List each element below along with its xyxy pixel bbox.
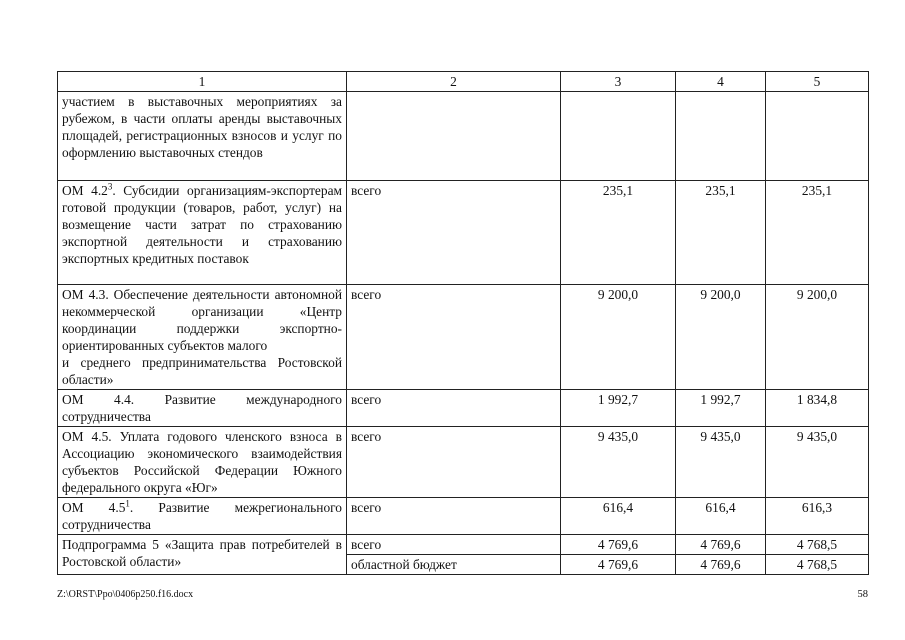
row-value-col3: 616,4: [561, 498, 676, 535]
row-source-cell: всего: [347, 390, 561, 427]
row-value-col5: 9 200,0: [766, 285, 869, 390]
row-code-superscript: 3: [107, 181, 113, 192]
row-value-col5: 1 834,8: [766, 390, 869, 427]
row-value-col4: 9 200,0: [676, 285, 766, 390]
row-value-col3: [561, 92, 676, 181]
row-name-cell: [58, 285, 347, 390]
row-value-col4: 9 435,0: [676, 427, 766, 498]
row-value-col3: 4 769,6: [561, 555, 676, 575]
row-source-cell: всего: [347, 498, 561, 535]
row-source-cell: всего: [347, 427, 561, 498]
row-value-col5: 4 768,5: [766, 555, 869, 575]
table-row: [58, 498, 869, 535]
row-name-cell: [58, 181, 347, 285]
row-value-col4: 4 769,6: [676, 535, 766, 555]
footer-file-path: Z:\ORST\Ppo\0406p250.f16.docx: [57, 589, 194, 600]
row-description: . Развитие межрегионального сотрудничества: [62, 500, 342, 532]
row-name-cell: ОМ 4.4. Развитие международного сотрудничества: [58, 390, 347, 427]
table-header-row: [58, 72, 869, 92]
header-col-1: 1: [58, 72, 347, 92]
row-source-cell: всего: [347, 535, 561, 555]
table-row: [58, 285, 869, 390]
row-value-col3: 1 992,7: [561, 390, 676, 427]
row-source-cell: всего: [347, 285, 561, 390]
row-value-col4: [676, 92, 766, 181]
row-code: ОМ 4.5: [62, 500, 126, 515]
row-value-col5: 9 435,0: [766, 427, 869, 498]
row-value-col5: 4 768,5: [766, 535, 869, 555]
table-row: [58, 390, 869, 427]
row-code: ОМ 4.2: [62, 183, 108, 198]
header-col-2: 2: [347, 72, 561, 92]
header-col-4: 4: [676, 72, 766, 92]
table-row: [58, 535, 869, 555]
row-value-col5: [766, 92, 869, 181]
header-col-5: 5: [766, 72, 869, 92]
row-value-col3: 9 435,0: [561, 427, 676, 498]
row-source-cell: [347, 92, 561, 181]
row-value-col5: 616,3: [766, 498, 869, 535]
row-name-cell: Подпрограмма 5 «Защита прав потребителей в Ростовской области»: [58, 535, 347, 575]
page-number: 58: [857, 589, 868, 600]
row-value-col3: 235,1: [561, 181, 676, 285]
row-value-col4: 616,4: [676, 498, 766, 535]
row-name-cell: участием в выставочных мероприятиях за рубежом, в части оплаты аренды выставочных площадей, регистрационных взносов и услуг по оформлению выставочных стендов: [58, 92, 347, 181]
row-value-col3: 4 769,6: [561, 535, 676, 555]
row-source-cell: всего: [347, 181, 561, 285]
table-row: [58, 427, 869, 498]
row-code-superscript: 1: [125, 498, 130, 509]
row-value-col4: 235,1: [676, 181, 766, 285]
table-row: [58, 181, 869, 285]
header-col-3: 3: [561, 72, 676, 92]
row-value-col4: 4 769,6: [676, 555, 766, 575]
row-name-cell: [58, 498, 347, 535]
row-description: ОМ 4.3. Обеспечение деятельности автономной некоммерческой организации «Центр координации поддержки экспортно-ориентированных субъектов малого: [62, 287, 342, 353]
row-value-col5: 235,1: [766, 181, 869, 285]
row-value-col4: 1 992,7: [676, 390, 766, 427]
budget-table: [57, 71, 869, 575]
row-description-continued: и среднего предпринимательства Ростовской области»: [62, 355, 342, 387]
row-name-cell: ОМ 4.5. Уплата годового членского взноса в Ассоциацию экономического взаимодействия субъектов Российской Федерации Южного федерального округа «Юг»: [58, 427, 347, 498]
row-description: . Субсидии организациям-экспортерам готовой продукции (товаров, работ, услуг) на возмещение части затрат по страхованию экспортной деятельности и страхованию экспортных кредитных поставок: [62, 183, 342, 266]
row-value-col3: 9 200,0: [561, 285, 676, 390]
table-row: [58, 92, 869, 181]
row-source-cell: областной бюджет: [347, 555, 561, 575]
